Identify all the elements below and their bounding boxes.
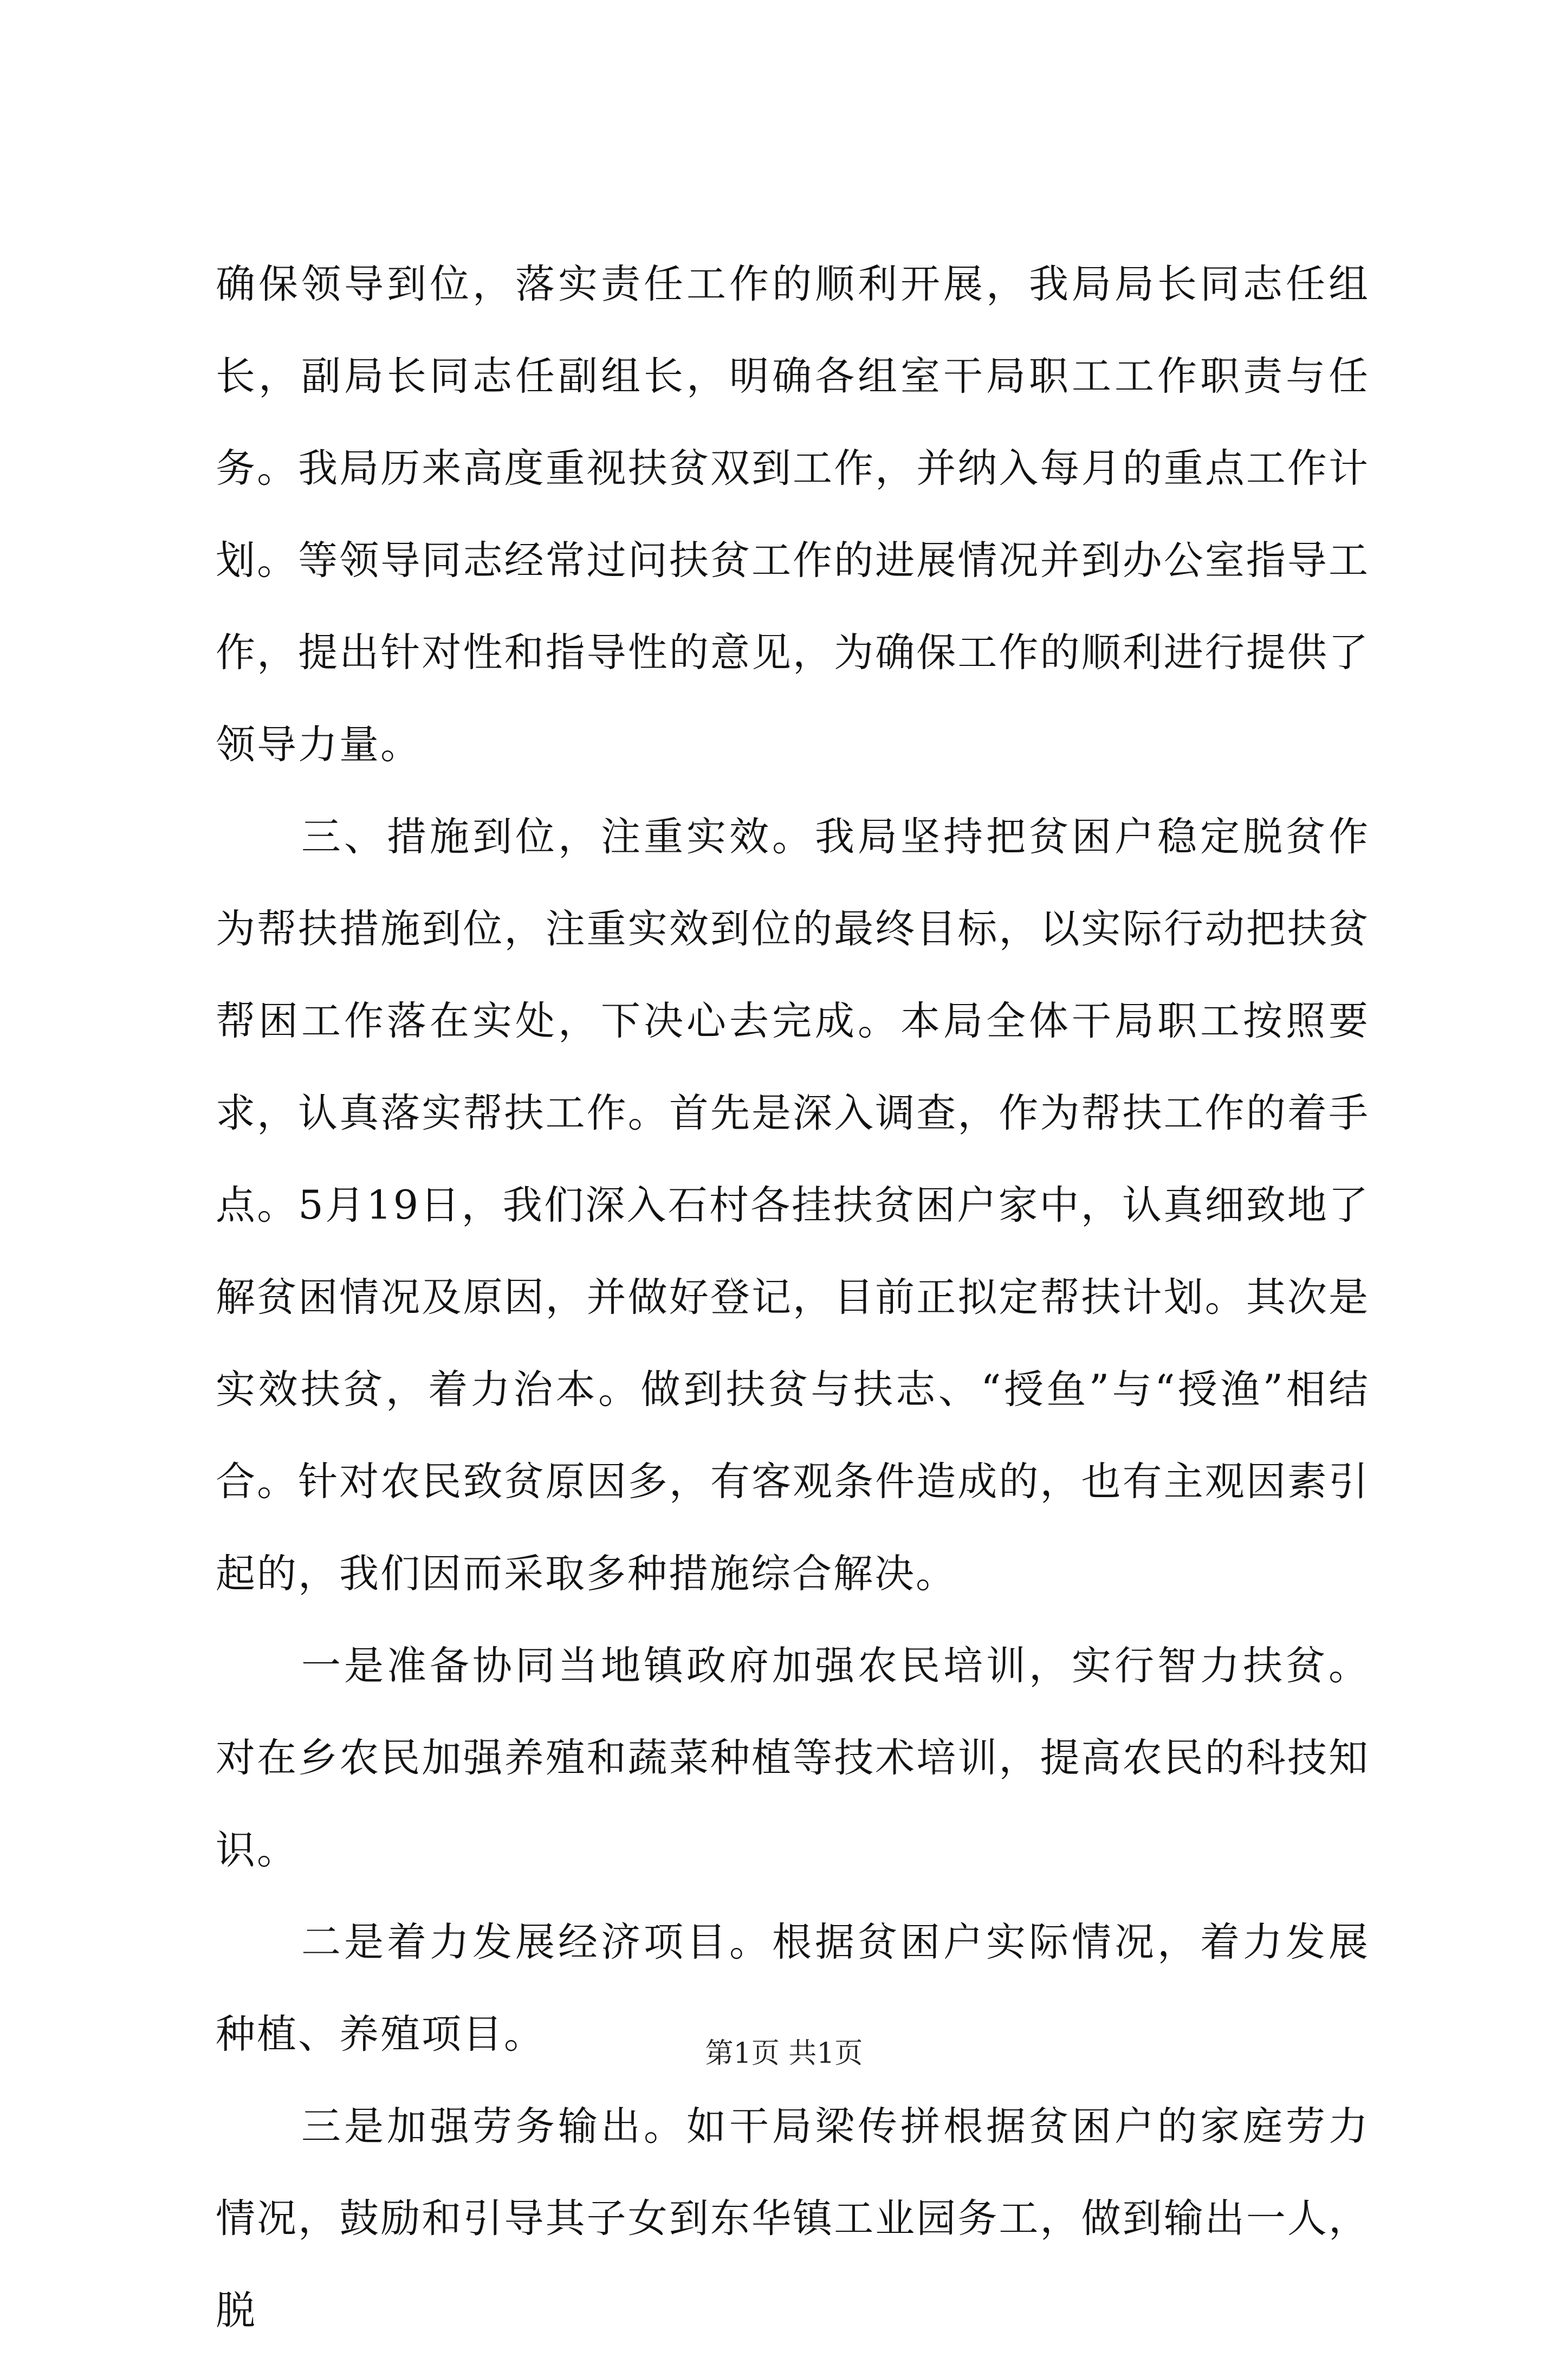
page-footer: 第1页 共1页 [705,2037,863,2070]
paragraph-training: 一是准备协同当地镇政府加强农民培训，实行智力扶贫。对在乡农民加强养殖和蔬菜种植等技术培训，提高农民的科技知识。 [216,1643,1370,1873]
paragraph-continuation: 确保领导到位，落实责任工作的顺利开展，我局局长同志任组长，副局长同志任副组长，明确各组室干局职工工作职责与任务。我局历来高度重视扶贫双到工作，并纳入每月的重点工作计划。等领导同志经常过问扶贫工作的进展情况并到办公室指导工作，提出针对性和指导性的意见，为确保工作的顺利进行提供了领导力量。 [216,261,1370,768]
paragraph-measures: 三、措施到位，注重实效。我局坚持把贫困户稳定脱贫作为帮扶措施到位，注重实效到位的最终目标，以实际行动把扶贫帮困工作落在实处，下决心去完成。本局全体干局职工按照要求，认真落实帮扶工作。首先是深入调查，作为帮扶工作的着手点。5月19日，我们深入石村各挂扶贫困户家中，认真细致地了解贫困情况及原因，并做好登记，目前正拟定帮扶计划。其次是实效扶贫，着力治本。做到扶贫与扶志、“授鱼”与“授渔”相结合。针对农民致贫原因多，有客观条件造成的，也有主观因素引起的，我们因而采取多种措施综合解决。 [216,814,1370,1597]
paragraph-labor-export: 三是加强劳务输出。如干局梁传拼根据贫困户的家庭劳力情况，鼓励和引导其子女到东华镇工业园务工，做到输出一人，脱 [216,2103,1370,2334]
paragraph-economic-projects: 二是着力发展经济项目。根据贫困户实际情况，着力发展种植、养殖项目。 [216,1919,1370,2057]
